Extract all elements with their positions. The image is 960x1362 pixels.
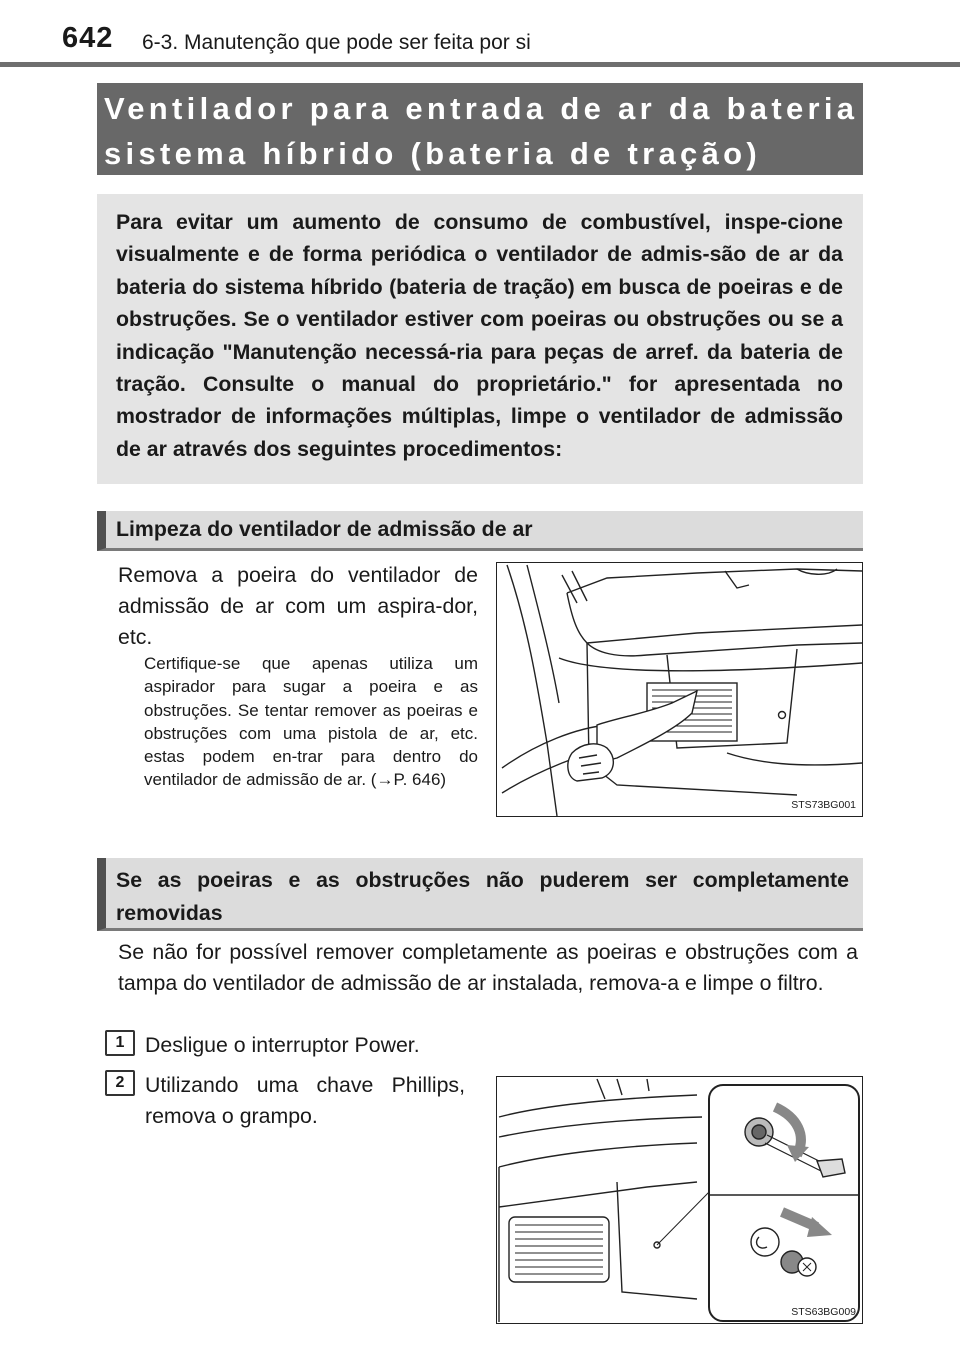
clip-removal-illustration — [496, 1076, 863, 1324]
section1-note: Certifique-se que apenas utiliza um aspirador para sugar a poeira e as obstruções. Se tentar remover as poeiras e obstruções com uma pistola de ar, etc. estas podem en-trar para dentro do ventilador de admissão de ar. (→P. 646) — [144, 654, 478, 790]
step1-text: Desligue o interruptor Power. — [145, 1033, 420, 1057]
section1-heading: Limpeza do ventilador de admissão de ar — [97, 511, 863, 551]
vacuum-illustration-drawing — [497, 563, 863, 817]
section1-text: Remova a poeira do ventilador de admissão de ar com um aspira-dor, etc. — [118, 563, 478, 649]
page-title-line2: sistema híbrido (bateria de tração) — [104, 136, 761, 171]
page-number: 642 — [62, 22, 114, 54]
page-title — [97, 83, 918, 175]
section2-text: Se não for possível remover completamente as poeiras e obstruções com a tampa do ventilador de admissão de ar instalada, remova-a e limpe o filtro. — [118, 940, 858, 995]
intro-box — [97, 194, 863, 484]
section2-heading: Se as poeiras e as obstruções não puderem ser completamente removidas — [97, 858, 863, 931]
section-header: 6-3. Manutenção que pode ser feita por si — [142, 31, 531, 54]
step2-number: 2 — [105, 1070, 135, 1096]
step1-number: 1 — [105, 1030, 135, 1056]
intro-text: Para evitar um aumento de consumo de combustível, inspe-cione visualmente e de forma periódica o ventilador de admis-são de ar da bateria do sistema híbrido (bateria de tração) em busca de poeiras e de obstruções. Se o ventilador estiver com poeiras ou obstruções ou se a indicação "Manutenção necessá-ria para peças de arref. da bateria de tração. Consulte o manual do proprietário." for apresentada no mostrador de informações múltiplas, limpe o ventilador de admissão de ar através dos seguintes procedimentos: — [116, 210, 843, 461]
clip-illustration-drawing — [497, 1077, 863, 1324]
step2-text: Utilizando uma chave Phillips, remova o grampo. — [145, 1073, 465, 1128]
vacuum-cleaning-illustration — [496, 562, 863, 817]
figure1-code: STS73BG001 — [791, 799, 856, 811]
header-rule — [0, 62, 960, 67]
figure2-code: STS63BG009 — [791, 1306, 856, 1318]
page-title-line1: Ventilador para entrada de ar da bateria do — [104, 91, 918, 126]
